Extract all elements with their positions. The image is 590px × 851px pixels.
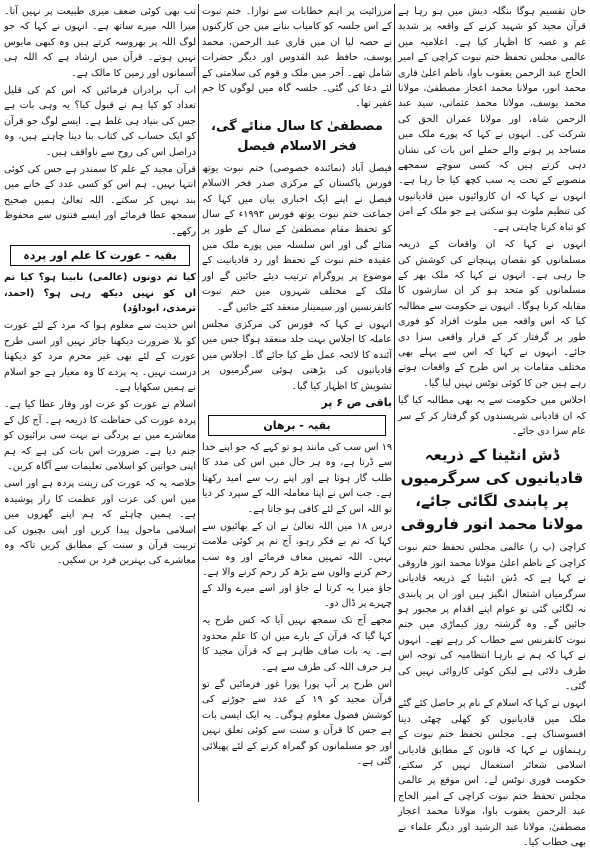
column-divider (198, 4, 199, 802)
article-paragraph: انہوں نے کہا کہ اسلام کے نام پر حاصل کئے گئے ملک میں قادیانیوں کو کھلی چھٹی دینا افسوسناک ہے۔ مجلس تحفظ ختم نبوت کے رہنماؤں نے کہا کہ قانون کے مطابق قادیانی اسلامی شعائر استعمال نہیں کر سکتے، حکومت فوری نوٹس لے۔ اس موقع پر عالمی مجلس تحفظ ختم نبوت کراچی کے امیر الحاج عبد الرحمن یعقوب باوا، مولانا محمد اعجاز مصطفیٰ، مولانا عبد الرشید اور دیگر علماء نے بھی خطاب کیا۔ (398, 698, 586, 849)
article-paragraph: قرآن مجید کے علم کا سمندر ہے جس کی کوئی انتہا نہیں۔ ہم اس کو کسی عدد کے خانے میں بند نہیں کر سکتے۔ اللہ تعالیٰ ہمیں صحیح سمجھ عطا فرمائے اور ایسے فتنوں سے محفوظ رکھے۔ (4, 164, 196, 237)
article-paragraph: اسلام نے عورت کو عزت اور وقار عطا کیا ہے۔ پردہ عورت کی حفاظت کا ذریعہ ہے۔ آج کل کے معاشرے میں بے پردگی نے بہت سی برائیوں کو جنم دیا ہے۔ ضرورت اس بات کی ہے کہ ہم اپنی خواتین کو اسلامی تعلیمات سے آگاہ کریں۔ (4, 399, 196, 472)
left-column (4, 4, 196, 802)
article-paragraph: اجلاس میں حکومت سے یہ بھی مطالبہ کیا گیا کہ ان قادیانی شرپسندوں کو گرفتار کر کے سر عام سزا دی جائے۔ (398, 395, 586, 437)
article-paragraph: انہوں نے کہا کہ فورس کی مرکزی مجلس عاملہ کا اجلاس بہت جلد منعقد ہوگا جس میں آئندہ کا لائحہ عمل طے کیا جائے گا۔ اجلاس میں قادیانیوں کی بڑھتی ہوئی سرگرمیوں پر تشویش کا اظہار کیا گیا۔ (202, 318, 392, 392)
article-headline: ڈش انٹینا کے ذریعہ قادیانیوں کی سرگرمیوں پر پابندی لگائی جائے، مولانا محمد انور فاروقی (400, 446, 584, 534)
article-paragraph: مجھے آج تک سمجھ نہیں آیا کہ کس طرح یہ کہا گیا کہ قرآن کے بارے میں ان کا علم محدود ہے۔ یہ بات صاف ظاہر ہے کہ قرآن مجید کا ہر حرف اللہ کی طرف سے ہے۔ (202, 615, 392, 673)
article-paragraph: فیصل آباد (نمائندہ خصوصی) ختم نبوت یوتھ فورس پاکستان کے مرکزی صدر فخر الاسلام فیصل نے اپنے ایک اخباری بیان میں کہا کہ جماعت ختم نبوت یوتھ فورس ۱۹۹۳ء کے سال کو تحفظ مقام مصطفیٰ کے سال کے طور پر منائے گی اور اس سلسلہ میں پورے ملک میں عقیدہ ختم نبوت کے تحفظ اور رد قادیانیت کے موضوع پر پروگرام ترتیب دیئے جائیں گے اور ملک کے مختلف شہروں میں ختم نبوت کانفرنسیں اور سیمینار منعقد کئے جائیں گے۔ (202, 162, 392, 313)
article-paragraph: اب آپ برادران فرمائیں کہ اس کم کی قلیل تعداد کو کیا ہم نے قبول کیا؟ یہ وہی بات ہے جس کی بنیاد ہی غلط ہے۔ ایسے لوگ جو قرآن کو ایک حساب کی کتاب بنا دینا چاہتے ہیں، وہ دراصل اس کی روح سے ناواقف ہیں۔ (4, 85, 196, 158)
middle-column (202, 4, 392, 802)
hadith-quote: کیا تم دونوں (عالمی) نابینا ہو؟ کیا تم ان کو نہیں دیکھ رہی ہو؟ (احمد، ترمذی، ابوداؤد) (4, 272, 196, 314)
article-headline: مصطفیٰ کا سال منائے گی، فخر الاسلام فیصل (211, 118, 383, 154)
continued-note: باقی ص ۶ پر (321, 395, 392, 409)
right-column (398, 4, 586, 849)
article-paragraph: کراچی (پ ر) عالمی مجلس تحفظ ختم نبوت کراچی کے ناظم اعلیٰ مولانا محمد انور فاروقی نے کہا ہے کہ ڈش انٹینا کے ذریعہ قادیانی سرگرمیاں اشتعال انگیز ہیں اور ان پر پابندی نہ لگائی گئی تو عوام اپنے اقدام پر مجبور ہو جائیں گے۔ وہ گزشتہ روز کیماڑی میں ختم نبوت کانفرنس سے خطاب کر رہے تھے۔ انہوں نے کہا کہ ہم نے بارہا انتظامیہ کی توجہ اس طرف دلائی ہے لیکن کوئی کاروائی نہیں کی گئی۔ (398, 542, 586, 693)
article-paragraph: اس طرح پر آپ پورا پورا غور فرمائیں گے تو قرآن مجید کو ۱۹ کے عدد سے جوڑنے کی کوشش فضول معلوم ہوگی۔ یہ ایک ایسی بات ہے جس کا قرآن و سنت سے کوئی تعلق نہیں اور جو مسلمانوں کو گمراہ کرنے کے لئے پھیلائی گئی ہے۔ (202, 679, 392, 768)
article-paragraph: اس حدیث سے معلوم ہوا کہ مرد کے لئے عورت کو بلا ضرورت دیکھنا جائز نہیں اور اسی طرح عورت کے لئے بھی غیر محرم مرد کو دیکھنا درست نہیں۔ یہ پردے کا وہ معیار ہے جو اسلام نے ہمیں سکھایا ہے۔ (4, 320, 196, 393)
section-box-heading: بقیہ - برھان (208, 415, 386, 436)
article-paragraph: درس ۱۸ میں اللہ تعالیٰ نے ان کے بھائیوں سے کہا کہ تم بے فکر رہو، آج تم پر کوئی ملامت نہیں۔ اللہ تمہیں معاف فرمائے اور وہ سب رحم کرنے والوں سے بڑھ کر رحم کرنے والا ہے۔ جاؤ میرا یہ کرتا لے جاؤ اور اسے میرے والد کے چہرے پر ڈال دو۔ (202, 520, 392, 609)
article-paragraph: خلاصہ یہ کہ عورت کی زینت پردہ ہے اور اسی میں اس کی عزت اور عظمت کا راز پوشیدہ ہے۔ ہمیں چاہئے کہ ہم اپنے گھروں میں اسلامی ماحول پیدا کریں اور اپنی بچیوں کی تربیت قرآن و سنت کے مطابق کریں تاکہ وہ معاشرے کی بہترین فرد بن سکیں۔ (4, 478, 196, 567)
article-paragraph: انہوں نے کہا کہ ان واقعات کے ذریعہ مسلمانوں کو نقصان پہنچانے کی کوشش کی جا رہی ہے۔ انہوں نے کہا کہ ملک بھر کے مسلمانوں کو متحد ہو کر ان سازشوں کا مقابلہ کرنا ہوگا۔ انہوں نے حکومت سے مطالبہ کیا کہ اس واقعہ میں ملوث افراد کو فوری طور پر گرفتار کر کے قرار واقعی سزا دی جائے۔ انہوں نے کہا کہ اس سے پہلے بھی مختلف مقامات پر اس طرح کے واقعات ہوتے رہے ہیں جن کا کوئی نوٹس نہیں لیا گیا۔ (398, 239, 586, 389)
article-paragraph: ۱۹ اس سب کی مانند ہو تو کہے کہ جو اپنے خدا سے ڈرتا ہے، وہ ہر حال میں اس کی مدد کا طلب گار ہوتا ہے اور اپنے رب سے امید رکھتا ہے۔ جب اس نے اپنا معاملہ اللہ کے سپرد کر دیا تو اللہ اس کے لئے کافی ہو جاتا ہے۔ (202, 441, 392, 515)
article-paragraph: تب بھی کوئی ضعف میری طبیعت پر نہیں آتا۔ میرا اللہ میرے ساتھ ہے۔ انہوں نے کہا کہ جو لوگ اللہ پر بھروسہ کرتے ہیں وہ کبھی مایوس نہیں ہوتے۔ قرآن میں ارشاد ہے کہ اللہ ہی آسمانوں اور زمین کا مالک ہے۔ (4, 6, 196, 79)
article-paragraph: خان تقسیم ہوگا بنگلہ دیش میں ہو رہا ہے قرآن مجید کو شہید کرنے کے واقعہ پر شدید غم و غصہ کا اظہار کیا ہے۔ اعلامیہ میں عالمی مجلس تحفظ ختم نبوت کراچی کے امیر الحاج عبد الرحمن یعقوب باوا، ناظم اعلیٰ قاری محمد انور، مولانا محمد اعجاز مصطفیٰ، مولانا محمد یوسف، مولانا محمد عثمانی، سید عبد الرحمن شاہ، اور مولانا عمران الحق کی شرکت کی۔ انہوں نے کہا کہ پورے ملک میں مساجد پر ہونے والے حملے اس بات کی نشان دہی کرتے ہیں کہ کسی سوچے سمجھے منصوبے کے تحت یہ سب کچھ کیا جا رہا ہے۔ انہوں نے کہا کہ ان کاروائیوں میں قادیانیوں کی تنظیم ملوث ہو سکتی ہے جو ملک کے امن کو تباہ کرنا چاہتی ہے۔ (398, 6, 586, 233)
section-box-heading: بقیہ - عورت کا علم اور پردہ (10, 245, 190, 266)
column-divider (394, 4, 395, 802)
article-paragraph: مرزائیت پر اہم خطابات سے نوازا۔ ختم نبوت کے اس جلسہ کو کامیاب بنانے میں جن کارکنوں نے حصہ لیا ان میں قاری عبد الرحمن، محمد یوسف، حافظ عبد القدوس اور دیگر حضرات شامل تھے۔ آخر میں ملک و قوم کی سلامتی کے لئے دعا کی گئی۔ جلسہ گاہ میں لوگوں کا جم غفیر تھا۔ (202, 6, 392, 110)
